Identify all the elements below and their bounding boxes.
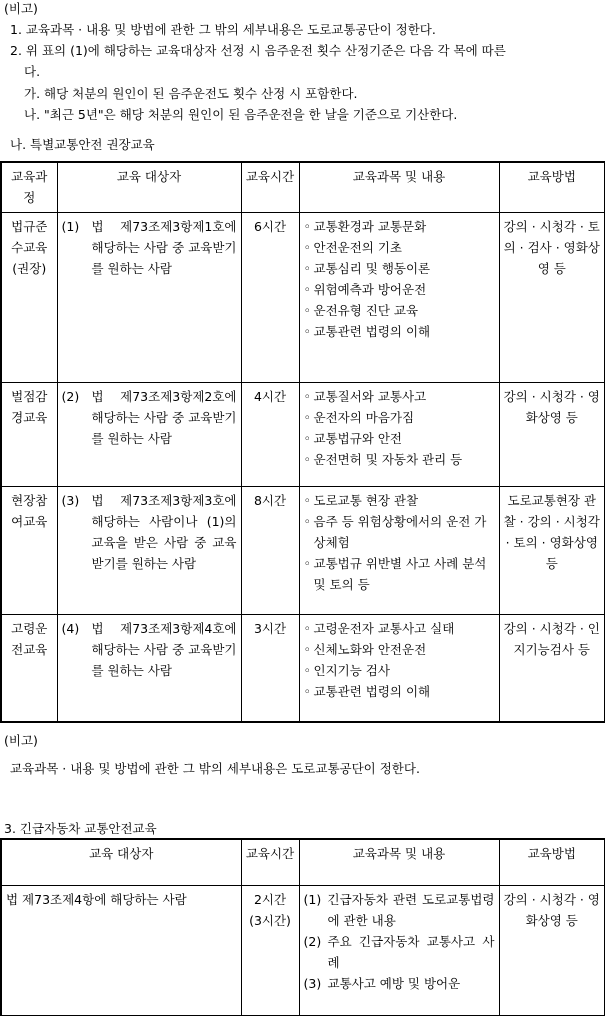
bullet-icon: ◦ bbox=[303, 620, 311, 636]
method-cell: 강의 · 시청각 · 인지기능검사 등 bbox=[499, 614, 605, 722]
notes-heading: (비고) bbox=[4, 733, 38, 748]
bullet-icon: ◦ bbox=[303, 683, 311, 699]
bullet-icon: ◦ bbox=[303, 555, 311, 571]
list-item: (1) 긴급자동차 관련 도로교통법령에 관한 내용 bbox=[304, 889, 495, 931]
item-number: (1) bbox=[303, 891, 322, 907]
header-target: 교육 대상자 bbox=[1, 839, 241, 885]
target-text: 법 제73조제3항제2호에 해당하는 사람 중 교육받기를 원하는 사람 bbox=[91, 388, 237, 446]
list-item: ◦ 음주 등 위험상황에서의 운전 가상체험 bbox=[304, 511, 495, 553]
bullet-icon: ◦ bbox=[303, 239, 311, 255]
list-item: (3) 교통사고 예방 및 방어운 bbox=[304, 973, 495, 994]
header-method: 교육방법 bbox=[499, 162, 605, 212]
target-cell bbox=[57, 486, 241, 614]
header-time: 교육시간 bbox=[241, 162, 299, 212]
list-item: ◦ 운전면허 및 자동차 관리 등 bbox=[304, 449, 495, 470]
content-cell bbox=[299, 614, 499, 722]
bullet-icon: ◦ bbox=[303, 388, 311, 404]
header-method: 교육방법 bbox=[499, 839, 605, 885]
header-content: 교육과목 및 내용 bbox=[299, 162, 499, 212]
course-cell: 벌점감경교육 bbox=[1, 382, 57, 486]
method-cell: 도로교통현장 관찰 · 강의 · 시청각 · 토의 · 영화상영 등 bbox=[499, 486, 605, 614]
bullet-icon: ◦ bbox=[303, 409, 311, 425]
table-header-row bbox=[1, 162, 605, 212]
list-item: ◦ 교통관련 법령의 이해 bbox=[304, 681, 495, 702]
table-row bbox=[1, 486, 605, 614]
target-text: 법 제73조제3항제4호에 해당하는 사람 중 교육받기를 원하는 사람 bbox=[91, 620, 237, 678]
section-title: 3. 긴급자동차 교통안전교육 bbox=[4, 821, 157, 836]
content-cell bbox=[299, 486, 499, 614]
list-item: (2) 주요 긴급자동차 교통사고 사례 bbox=[304, 931, 495, 973]
item-number: (3) bbox=[303, 975, 322, 991]
list-item: ◦ 위험예측과 방어운전 bbox=[304, 279, 495, 300]
header-target: 교육 대상자 bbox=[57, 162, 241, 212]
list-item: ◦ 교통심리 및 행동이론 bbox=[304, 258, 495, 279]
time-cell: 6시간 bbox=[241, 212, 299, 382]
list-item: ◦ 교통관련 법령의 이해 bbox=[304, 321, 495, 342]
table-row bbox=[1, 382, 605, 486]
bullet-icon: ◦ bbox=[303, 662, 311, 678]
item-number: (3) bbox=[61, 492, 80, 508]
method-cell: 강의 · 시청각 · 토의 · 검사 · 영화상영 등 bbox=[499, 212, 605, 382]
bullet-icon: ◦ bbox=[303, 323, 311, 339]
method-cell: 강의 · 시청각 · 영화상영 등 bbox=[499, 885, 605, 1015]
note-line: 교육과목 · 내용 및 방법에 관한 그 밖의 세부내용은 도로교통공단이 정한다. bbox=[10, 761, 420, 776]
notes-heading: (비고) bbox=[4, 1, 38, 16]
content-cell bbox=[299, 885, 499, 1015]
note-line: 가. 해당 처분의 원인이 된 음주운전도 횟수 산정 시 포함한다. bbox=[24, 86, 358, 101]
list-item: ◦ 안전운전의 기초 bbox=[304, 237, 495, 258]
emergency-vehicle-education-table bbox=[0, 838, 605, 1016]
item-number: (1) bbox=[61, 218, 80, 234]
course-cell: 고령운전교육 bbox=[1, 614, 57, 722]
time-value-alt: (3시간) bbox=[249, 912, 291, 928]
target-text: 법 제73조제3항제1호에 해당하는 사람 중 교육받기를 원하는 사람 bbox=[91, 218, 237, 276]
item-number: (2) bbox=[61, 388, 80, 404]
list-item: ◦ 고령운전자 교통사고 실태 bbox=[304, 618, 495, 639]
bullet-icon: ◦ bbox=[303, 302, 311, 318]
table-header-row bbox=[1, 839, 605, 885]
list-item: ◦ 교통법규 위반별 사고 사례 분석 및 토의 등 bbox=[304, 553, 495, 595]
header-course: 교육과정 bbox=[1, 162, 57, 212]
list-item: ◦ 운전자의 마음가짐 bbox=[304, 407, 495, 428]
table-row bbox=[1, 885, 605, 1015]
note-line: 다. bbox=[24, 64, 41, 79]
time-cell bbox=[241, 885, 299, 1015]
time-cell: 3시간 bbox=[241, 614, 299, 722]
list-item: ◦ 운전유형 진단 교육 bbox=[304, 300, 495, 321]
note-line: 1. 교육과목 · 내용 및 방법에 관한 그 밖의 세부내용은 도로교통공단이 정한다. bbox=[10, 22, 436, 37]
target-cell bbox=[57, 382, 241, 486]
header-time: 교육시간 bbox=[241, 839, 299, 885]
list-item: ◦ 교통법규와 안전 bbox=[304, 428, 495, 449]
time-value: 2시간 bbox=[253, 891, 287, 907]
target-cell: 법 제73조제4항에 해당하는 사람 bbox=[1, 885, 241, 1015]
time-cell: 8시간 bbox=[241, 486, 299, 614]
bullet-icon: ◦ bbox=[303, 281, 311, 297]
list-item: ◦ 교통환경과 교통문화 bbox=[304, 216, 495, 237]
bullet-icon: ◦ bbox=[303, 218, 311, 234]
course-cell: 법규준수교육(권장) bbox=[1, 212, 57, 382]
item-number: (4) bbox=[61, 620, 80, 636]
table-row bbox=[1, 614, 605, 722]
content-cell bbox=[299, 212, 499, 382]
section-title: 나. 특별교통안전 권장교육 bbox=[10, 137, 155, 152]
list-item: ◦ 교통질서와 교통사고 bbox=[304, 386, 495, 407]
target-cell bbox=[57, 212, 241, 382]
note-line: 2. 위 표의 (1)에 해당하는 교육대상자 선정 시 음주운전 횟수 산정기준은 다음 각 목에 따른 bbox=[10, 43, 506, 58]
list-item: ◦ 도로교통 현장 관찰 bbox=[304, 490, 495, 511]
bullet-icon: ◦ bbox=[303, 492, 311, 508]
target-cell bbox=[57, 614, 241, 722]
list-item: ◦ 신체노화와 안전운전 bbox=[304, 639, 495, 660]
bullet-icon: ◦ bbox=[303, 641, 311, 657]
bullet-icon: ◦ bbox=[303, 513, 311, 529]
table-row bbox=[1, 212, 605, 382]
note-line: 나. "최근 5년"은 해당 처분의 원인이 된 음주운전을 한 날을 기준으로 기산한다. bbox=[24, 107, 458, 122]
content-cell bbox=[299, 382, 499, 486]
recommended-education-table bbox=[0, 161, 605, 723]
header-content: 교육과목 및 내용 bbox=[299, 839, 499, 885]
course-cell: 현장참여교육 bbox=[1, 486, 57, 614]
time-cell: 4시간 bbox=[241, 382, 299, 486]
target-text: 법 제73조제3항제3호에 해당하는 사람이나 (1)의 교육을 받은 사람 중 교육받기를 원하는 사람 bbox=[91, 492, 237, 571]
list-item: ◦ 인지기능 검사 bbox=[304, 660, 495, 681]
item-number: (2) bbox=[303, 933, 322, 949]
bullet-icon: ◦ bbox=[303, 260, 311, 276]
bullet-icon: ◦ bbox=[303, 430, 311, 446]
bullet-icon: ◦ bbox=[303, 451, 311, 467]
method-cell: 강의 · 시청각 · 영화상영 등 bbox=[499, 382, 605, 486]
